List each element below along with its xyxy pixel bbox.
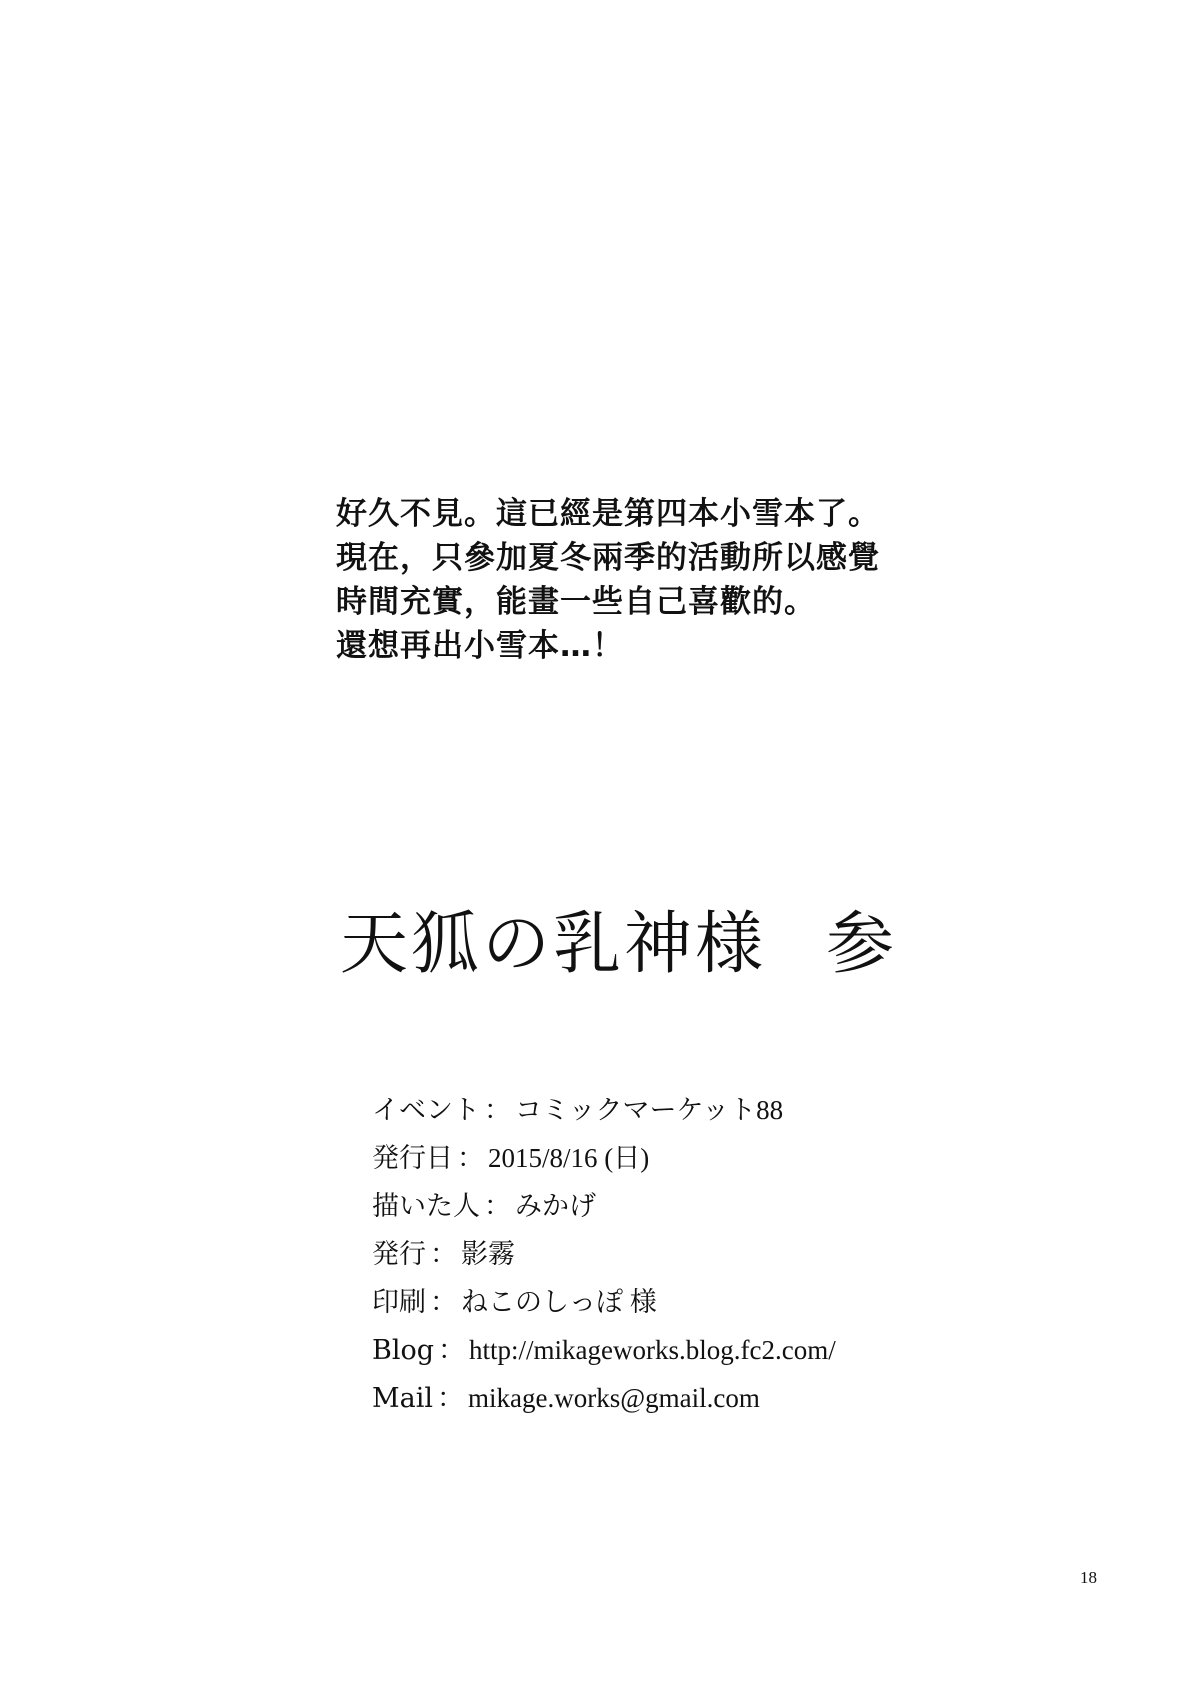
colophon-value: 2015/8/16 (日) bbox=[488, 1143, 650, 1173]
colophon-separator: ： bbox=[430, 1287, 457, 1318]
colophon-row-date bbox=[372, 1134, 1072, 1182]
colophon-value: コミックマーケット88 bbox=[515, 1095, 784, 1125]
colophon-row-mail bbox=[372, 1374, 1072, 1422]
colophon-separator: ： bbox=[484, 1095, 511, 1126]
colophon-value: ねこのしっぽ 様 bbox=[461, 1287, 657, 1317]
afterword-text bbox=[336, 492, 976, 668]
colophon-value: 影霧 bbox=[461, 1239, 515, 1269]
colophon bbox=[372, 1086, 1072, 1422]
book-title bbox=[340, 905, 897, 985]
colophon-label: 発行日 bbox=[372, 1143, 453, 1174]
book-title-main: 天狐の乳神様 bbox=[340, 905, 767, 984]
colophon-label: 印刷 bbox=[372, 1287, 426, 1318]
colophon-row-event bbox=[372, 1086, 1072, 1134]
colophon-separator: ： bbox=[430, 1239, 457, 1270]
colophon-label: Blog bbox=[372, 1335, 435, 1366]
colophon-separator: ： bbox=[484, 1191, 511, 1222]
afterword-line: 好久不見。這已經是第四本小雪本了。 bbox=[336, 496, 880, 532]
colophon-separator: ： bbox=[438, 1335, 466, 1366]
colophon-row-printer bbox=[372, 1278, 1072, 1326]
colophon-row-author bbox=[372, 1182, 1072, 1230]
colophon-row-publisher bbox=[372, 1230, 1072, 1278]
colophon-separator: ： bbox=[437, 1383, 465, 1414]
afterword-line: 還想再出小雪本…！ bbox=[336, 628, 624, 664]
book-title-volume: 参 bbox=[826, 905, 898, 984]
afterword-line: 時間充實，能畫一些自己喜歡的。 bbox=[336, 584, 816, 620]
colophon-label: 発行 bbox=[372, 1239, 426, 1270]
colophon-label: Mail bbox=[372, 1383, 434, 1414]
afterword-line: 現在，只參加夏冬兩季的活動所以感覺 bbox=[336, 540, 880, 576]
page-number: 18 bbox=[1080, 1568, 1097, 1587]
colophon-row-blog bbox=[372, 1326, 1072, 1374]
colophon-label: 描いた人 bbox=[372, 1191, 480, 1222]
colophon-separator: ： bbox=[457, 1143, 484, 1174]
colophon-value: みかげ bbox=[515, 1191, 596, 1221]
colophon-label: イベント bbox=[372, 1095, 480, 1126]
blog-url: http://mikageworks.blog.fc2.com/ bbox=[469, 1335, 836, 1365]
mail-address: mikage.works@gmail.com bbox=[468, 1383, 760, 1413]
